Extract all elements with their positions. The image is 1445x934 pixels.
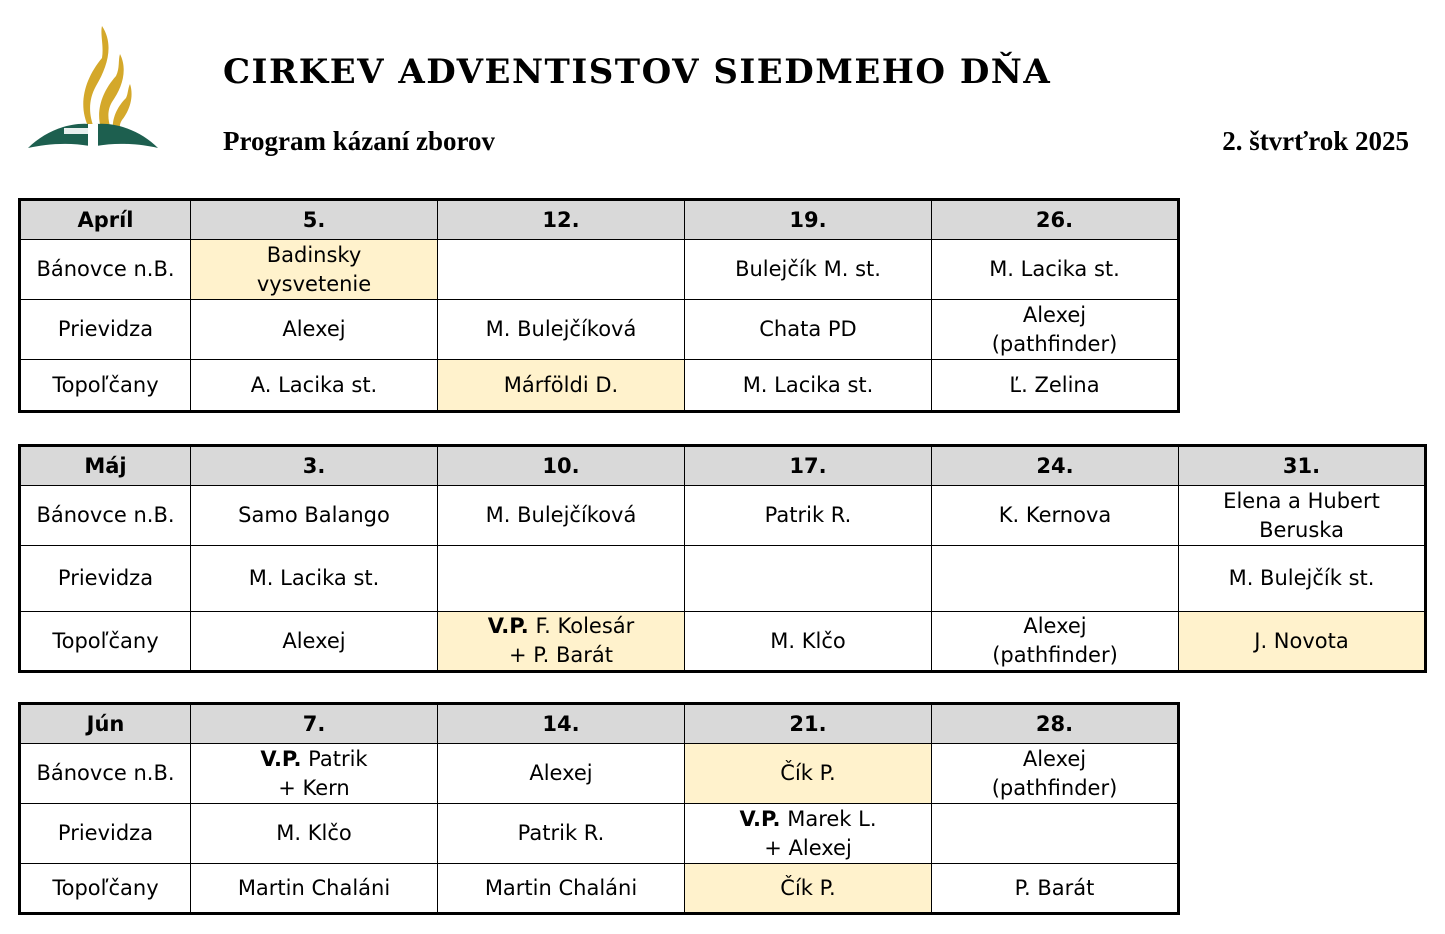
preacher-line: Beruska [1259, 517, 1344, 542]
preacher-line: Čík P. [780, 761, 836, 785]
vp-prefix: V.P. [260, 746, 302, 771]
preacher-line: Bulejčík M. st. [735, 257, 881, 281]
date-header: 7. [191, 704, 438, 744]
page-subtitle: Program kázaní zborov [223, 126, 495, 156]
preacher-cell [685, 486, 932, 546]
preacher-line: F. Kolesár [528, 614, 635, 638]
preacher-cell [438, 360, 685, 412]
church-name: Prievidza [20, 300, 191, 360]
preacher-line: Čík P. [780, 875, 836, 900]
preacher-line: A. Lacika st. [250, 372, 378, 397]
preacher-line: P. Barát [1014, 875, 1095, 900]
date-header: 24. [932, 446, 1179, 486]
preacher-cell [438, 546, 685, 612]
preacher-line: vysvetenie [256, 271, 372, 296]
preacher-cell [1179, 486, 1426, 546]
preacher-cell [685, 240, 932, 300]
jun-schedule-table [18, 702, 1180, 915]
preacher-cell [191, 546, 438, 612]
date-header: 3. [191, 446, 438, 486]
month-header: Jún [20, 704, 191, 744]
date-header: 26. [932, 200, 1179, 240]
quarter-label: 2. štvrťrok 2025 [1222, 126, 1409, 156]
preacher-cell [438, 804, 685, 864]
preacher-cell [438, 300, 685, 360]
table-row [20, 804, 1179, 864]
preacher-line: J. Novota [1254, 628, 1349, 653]
april-schedule-table [18, 198, 1180, 413]
preacher-line: Patrik R. [517, 821, 605, 845]
preacher-cell [438, 240, 685, 300]
church-name: Bánovce n.B. [20, 486, 191, 546]
preacher-cell [932, 360, 1179, 412]
table-row [20, 546, 1426, 612]
preacher-cell [438, 612, 685, 672]
preacher-cell [438, 864, 685, 914]
table-row [20, 240, 1179, 300]
preacher-line: Elena a Hubert [1223, 488, 1380, 513]
preacher-line: (pathfinder) [991, 775, 1118, 800]
vp-prefix: V.P. [487, 614, 529, 638]
preacher-cell [685, 546, 932, 612]
table-header-row [20, 704, 1179, 744]
preacher-cell [932, 804, 1179, 864]
table-row [20, 612, 1426, 672]
date-header: 5. [191, 200, 438, 240]
preacher-line: Alexej [282, 317, 346, 341]
preacher-cell [191, 240, 438, 300]
preacher-cell [191, 612, 438, 672]
preacher-line: Badinsky [266, 242, 362, 267]
church-name: Topoľčany [20, 864, 191, 914]
church-logo-icon [24, 24, 162, 154]
preacher-line: Patrik [301, 746, 368, 771]
date-header: 12. [438, 200, 685, 240]
table-row [20, 360, 1179, 412]
preacher-cell [685, 612, 932, 672]
preacher-cell [685, 300, 932, 360]
table-row [20, 300, 1179, 360]
month-header: Máj [20, 446, 191, 486]
preacher-line: Márföldi D. [503, 372, 619, 397]
preacher-cell [685, 864, 932, 914]
preacher-line: M. Lacika st. [989, 257, 1120, 281]
preacher-cell [685, 360, 932, 412]
preacher-cell [438, 486, 685, 546]
vp-prefix: V.P. [739, 806, 781, 831]
preacher-cell [932, 300, 1179, 360]
preacher-line: Ľ. Zelina [1009, 372, 1100, 397]
preacher-line: M. Bulejčík st. [1228, 566, 1375, 590]
preacher-line: Samo Balango [238, 503, 390, 527]
preacher-cell [932, 612, 1179, 672]
preacher-cell [932, 744, 1179, 804]
preacher-line: Alexej [282, 628, 346, 653]
preacher-cell [191, 804, 438, 864]
preacher-cell [191, 300, 438, 360]
preacher-line: (pathfinder) [992, 643, 1118, 667]
preacher-line: + Kern [278, 775, 350, 800]
preacher-line: Martin Chaláni [237, 875, 391, 900]
preacher-cell [932, 546, 1179, 612]
preacher-line: M. Bulejčíková [485, 317, 637, 341]
preacher-line: + P. Barát [508, 643, 614, 667]
preacher-cell [191, 360, 438, 412]
preacher-line: (pathfinder) [991, 331, 1118, 356]
preacher-line: Alexej [1022, 302, 1087, 327]
month-header: Apríl [20, 200, 191, 240]
preacher-cell [191, 486, 438, 546]
church-name: Topoľčany [20, 612, 191, 672]
preacher-line: M. Lacika st. [742, 372, 874, 397]
preacher-line: M. Bulejčíková [485, 503, 637, 527]
preacher-cell [1179, 612, 1426, 672]
date-header: 31. [1179, 446, 1426, 486]
preacher-cell [932, 240, 1179, 300]
preacher-cell [438, 744, 685, 804]
preacher-cell [932, 486, 1179, 546]
preacher-cell [191, 744, 438, 804]
preacher-line: Martin Chaláni [484, 875, 638, 900]
church-name: Topoľčany [20, 360, 191, 412]
page-title: CIRKEV ADVENTISTOV SIEDMEHO DŇA [223, 52, 1052, 92]
preacher-line: M. Lacika st. [248, 566, 380, 590]
table-header-row [20, 200, 1179, 240]
table-row [20, 744, 1179, 804]
preacher-cell [685, 804, 932, 864]
table-header-row [20, 446, 1426, 486]
preacher-cell [932, 864, 1179, 914]
preacher-line: M. Klčo [770, 628, 846, 653]
preacher-cell [685, 744, 932, 804]
church-name: Prievidza [20, 804, 191, 864]
preacher-line: K. Kernova [998, 503, 1112, 527]
church-name: Bánovce n.B. [20, 240, 191, 300]
preacher-line: Alexej [529, 761, 593, 785]
preacher-line: Chata PD [759, 317, 857, 341]
preacher-line: Marek L. [780, 806, 877, 831]
maj-schedule-table [18, 444, 1427, 673]
preacher-cell [191, 864, 438, 914]
date-header: 21. [685, 704, 932, 744]
preacher-line: Patrik R. [764, 503, 852, 527]
date-header: 10. [438, 446, 685, 486]
preacher-cell [1179, 546, 1426, 612]
table-row [20, 864, 1179, 914]
church-name: Bánovce n.B. [20, 744, 191, 804]
preacher-line: + Alexej [764, 835, 852, 860]
preacher-line: M. Klčo [276, 821, 352, 845]
preacher-line: Alexej [1022, 746, 1087, 771]
date-header: 14. [438, 704, 685, 744]
church-name: Prievidza [20, 546, 191, 612]
preacher-line: Alexej [1023, 614, 1087, 638]
date-header: 19. [685, 200, 932, 240]
table-row [20, 486, 1426, 546]
date-header: 17. [685, 446, 932, 486]
date-header: 28. [932, 704, 1179, 744]
